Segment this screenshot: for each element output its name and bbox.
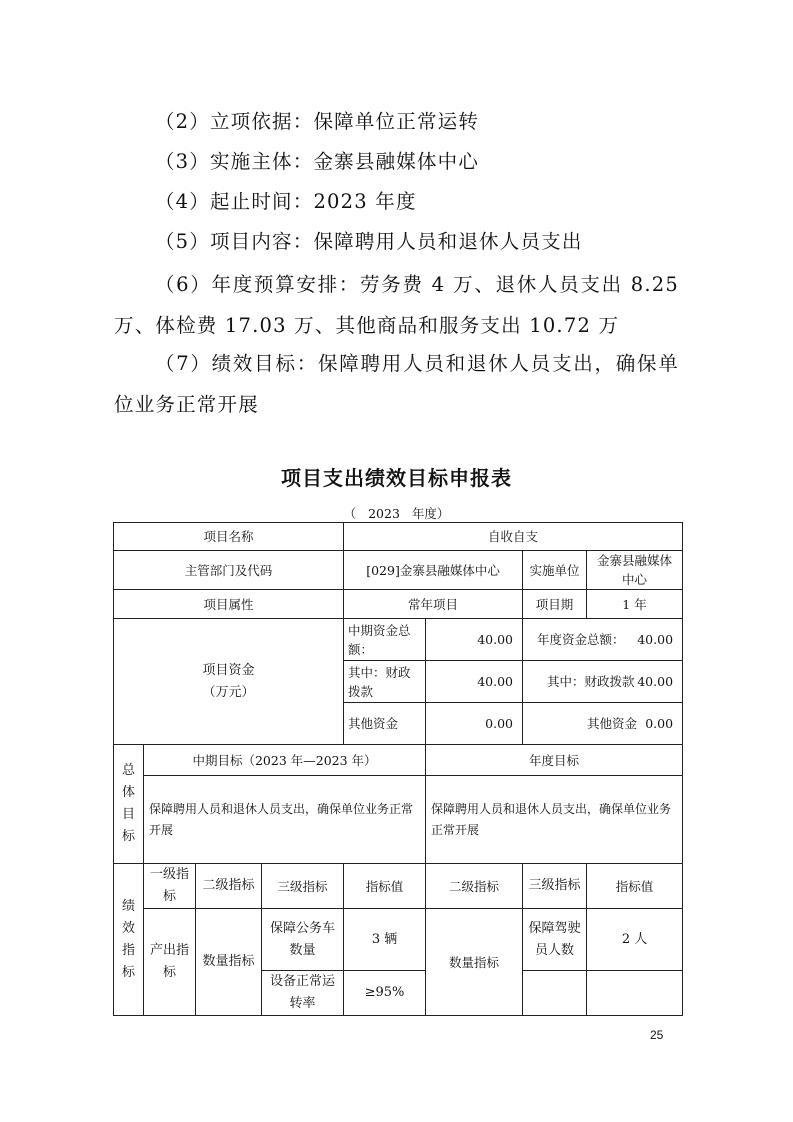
paragraph-budget: （6）年度预算安排：劳务费 4 万、退休人员支出 8.25 万、体检费 17.03 万、其他商品和服务支出 10.72 万: [114, 273, 679, 337]
performance-form-table: [113, 522, 683, 1016]
impl-unit-value: 金寨县融媒体中心: [587, 551, 683, 590]
row1-level3: 保障公务车数量: [262, 909, 344, 971]
form-row-project-name: [114, 523, 683, 551]
attr-label: 项目属性: [114, 590, 344, 619]
form-row-goal-texts: [114, 776, 683, 864]
year-total-value: 40.00: [637, 632, 674, 647]
page-number: 25: [650, 1028, 664, 1042]
table-year: [0, 504, 793, 522]
year-goal-label: 年度目标: [426, 745, 683, 776]
period-value: 1 年: [587, 590, 683, 619]
year-fiscal-value: 40.00: [637, 674, 674, 689]
level3-header: 三级指标: [262, 864, 344, 909]
overall-goal-label: [114, 745, 144, 864]
table-title: 项目支出绩效目标申报表: [281, 466, 512, 490]
mid-goal-label: 中期目标（2023 年—2023 年）: [144, 745, 426, 776]
value-header: 指标值: [344, 864, 426, 909]
impl-unit-label: 实施单位: [523, 551, 587, 590]
right-quantity-indicator: 数量指标: [426, 909, 523, 1016]
year-total-label: 年度资金总额：: [537, 632, 625, 647]
period-label: 项目期: [523, 590, 587, 619]
year-fiscal-label: 其中：财政拨款: [547, 674, 635, 689]
funds-label: 项目资金: [202, 662, 255, 678]
paragraph-goal: （7）绩效目标：保障聘用人员和退休人员支出，确保单位业务正常开展: [114, 352, 679, 416]
attr-value: 常年项目: [344, 590, 523, 619]
year-other-value: 0.00: [645, 716, 674, 731]
year-goal-text: 保障聘用人员和退休人员支出，确保单位业务正常开展: [426, 776, 683, 864]
mid-total-label: 中期资金总额：: [344, 619, 426, 661]
mid-fiscal-label: 其中：财政拨款: [344, 661, 426, 703]
year-fiscal-cell: [523, 661, 683, 703]
mid-total-value: 40.00: [426, 619, 523, 661]
level3-header-right: 三级指标: [523, 864, 587, 909]
dept-value: [029]金寨县融媒体中心: [344, 551, 523, 590]
mid-other-label: 其他资金: [344, 703, 426, 745]
row2-level3: 设备正常运转率: [262, 971, 344, 1016]
right-row1-level3: 保障驾驶员人数: [523, 909, 587, 971]
mid-goal-text: 保障聘用人员和退休人员支出，确保单位业务正常开展: [144, 776, 426, 864]
dept-label: 主管部门及代码: [114, 551, 344, 590]
form-row-goal-headers: [114, 745, 683, 776]
level2-header: 二级指标: [196, 864, 262, 909]
right-row1-value: 2 人: [587, 909, 683, 971]
table-year-text: （ 2023 年度）: [343, 506, 450, 521]
paragraph-implementer: （3）实施主体：金寨县融媒体中心: [154, 150, 480, 173]
mid-fiscal-value: 40.00: [426, 661, 523, 703]
form-row-dept: [114, 551, 683, 590]
output-indicator: 产出指标: [144, 909, 196, 1016]
project-name-label: 项目名称: [114, 523, 344, 551]
funds-label-cell: [114, 619, 344, 745]
paragraph-content: （5）项目内容：保障聘用人员和退休人员支出: [154, 230, 583, 253]
right-row2-level3-empty: [523, 971, 587, 1016]
form-row-attr: [114, 590, 683, 619]
value-header-right: 指标值: [587, 864, 683, 909]
form-row-indicator-headers: [114, 864, 683, 909]
paragraph-period: （4）起止时间：2023 年度: [154, 190, 417, 213]
form-row-funds-total: [114, 619, 683, 661]
project-name-value: 自收自支: [344, 523, 683, 551]
year-other-label: 其他资金: [587, 716, 638, 731]
year-total-cell: [523, 619, 683, 661]
perf-label-text: 绩效指标: [122, 898, 136, 980]
perf-label: [114, 864, 144, 1016]
row2-value: ≥95%: [344, 971, 426, 1016]
level1-header: 一级指标: [144, 864, 196, 909]
right-row2-value-empty: [587, 971, 683, 1016]
row1-value: 3 辆: [344, 909, 426, 971]
overall-goal-label-text: 总体目标: [122, 763, 136, 844]
level2-header-right: 二级指标: [426, 864, 523, 909]
quantity-indicator: 数量指标: [196, 909, 262, 1016]
form-row-indicator-1: [114, 909, 683, 971]
funds-unit: （万元）: [202, 684, 255, 700]
mid-other-value: 0.00: [426, 703, 523, 745]
paragraph-basis: （2）立项依据：保障单位正常运转: [154, 110, 480, 133]
year-other-cell: [523, 703, 683, 745]
